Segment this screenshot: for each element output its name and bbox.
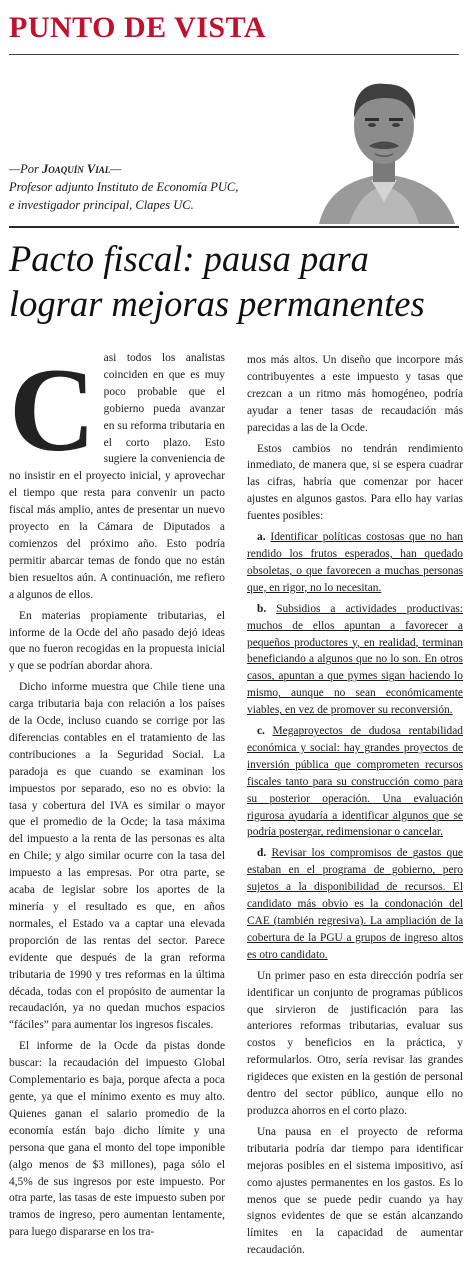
list-item-letter: d. xyxy=(257,847,267,860)
author-name: Joaquín Vial xyxy=(42,162,111,176)
byline-prefix: —Por xyxy=(9,162,42,176)
byline xyxy=(9,160,309,214)
paragraph: Una pausa en el proyecto de reforma tributaria podría dar tiempo para identificar mejoras posibles en el sistema impositivo, así como ajustes permanentes en los gastos. Es lo menos que se puede pedir cuando ya hay signos evidentes de que se están alcanzando límites en la capacidad de aumentar recaudación. xyxy=(247,1125,463,1257)
paragraph: Estos cambios no tendrán rendimiento inmediato, de manera que, si se espera cuadrar las cifras, habría que comenzar por hacer ajustes en algunos gastos. Para ello hay varias fuentes posibles: xyxy=(247,442,463,523)
list-item-text: Subsidios a actividades productivas: muchos de ellos apuntan a favorecer a pequeños productores y, en realidad, terminan beneficiando a algunos que no lo son. En otros casos, apuntan a que pymes sigan haciendo lo mismo, aunque no sean económicamente viables, en vez de promover su reconversión. xyxy=(247,602,463,717)
list-item-text: Revisar los compromisos de gastos que estaban en el programa de gobierno, pero sujetos a la disponibilidad de recursos. El candidato más obvio es la condonación del CAE (también regresiva). La ampliación de la cobertura de la PGU a grupos de ingreso altos es otro candidato. xyxy=(247,847,463,961)
list-item xyxy=(247,601,463,719)
byline-author-line xyxy=(9,160,309,178)
author-photo xyxy=(309,62,459,224)
drop-cap: C xyxy=(9,343,96,476)
author-role-line-2: e investigador principal, Clapes UC. xyxy=(9,198,194,212)
paragraph: Dicho informe muestra que Chile tiene una carga tributaria baja con relación a los países de la Ocde, incluso cuando se corrige por las diferencias contables en el tratamiento de las contribuciones a la Seguridad Social. La paradoja es que cuando se examinan los impuestos por separado, eso no es obvio: la tasa y cobertura del IVA es similar o mayor que el promedio de la Ocde; la tasa máxima del impuesto a la renta de las personas es alta en Chile; y algo similar ocurre con la tasa del impuesto a las empresas. Por otra parte, se acaba de legislar sobre los aportes de la minería y el resultado es que, en años normales, el Estado va a captar una elevada proporción de las rentas del sector. Parece evidente que después de la gran reforma tributaria de 1990 y tres reformas en la última década, todas con el propósito de aumentar la recaudación, ya no quedan muchos espacios “fáciles” para aumentar los ingresos fiscales. xyxy=(9,681,225,1032)
article-column-left xyxy=(9,343,225,1245)
list-item-letter: b. xyxy=(257,602,267,615)
section-title: PUNTO DE VISTA xyxy=(9,11,267,44)
paragraph: mos más altos. Un diseño que incorpore más contribuyentes a este impuesto y tasas que crezcan a un ritmo más homogéneo, podría ayudar a tener tasas de recaudación más parecidas a las de la Ocde. xyxy=(247,354,463,434)
list-item-text: Identificar políticas costosas que no han rendido los frutos esperados, han quedado obsoletas, o que favorecen a muchas personas que, en rigor, no lo necesitan. xyxy=(247,531,463,594)
list-item-letter: c. xyxy=(257,725,265,738)
list-item-text: Megaproyectos de dudosa rentabilidad económica y social: hay grandes proyectos de inversión pública que comprometen recursos fiscales tanto para su construcción como para su posterior operación. Una evaluación rigurosa ayudaría a identificar algunos que se podría postergar, redimensionar o cancelar. xyxy=(247,725,463,839)
article-headline: Pacto fiscal: pausa para lograr mejoras permanentes xyxy=(9,238,425,324)
paragraph: El informe de la Ocde da pistas donde buscar: la recaudación del impuesto Global Complementario es baja, porque afecta a poca gente, ya que el mínimo exento es muy alto. Quienes ganan el salario promedio de la economía están bajo dicho límite y una persona que gana el monto del tope imponible (algo menos de $3 millones), paga sólo el 4,5% de sus ingresos por este impuesto. Por otra parte, las tasas de este impuesto suben por tramos de ingreso, pero aumentan lentamente, para luego dispararse en los tra- xyxy=(9,1040,225,1239)
paragraph-text: asi todos los analistas coinciden en que es muy poco probable que el gobierno pueda avanzar en su reforma tributaria en el corto plazo. Esto sugiere la conveniencia de no insistir en el proyecto inicial, y aprovechar el tiempo que resta para convenir un pacto fiscal más amplio, antes de presentar un nuevo proyecto en la Cámara de Diputados a comienzos del próximo año. Esto podría permitir abarcar temas de fondo que no están bien resueltos aún. A continuación, me refiero a algunos de ellos. xyxy=(9,352,225,601)
top-divider xyxy=(9,54,459,55)
list-item xyxy=(247,529,463,597)
list-item xyxy=(247,845,463,963)
list-item xyxy=(247,723,463,841)
headline-divider xyxy=(9,226,459,228)
list-item-letter: a. xyxy=(257,531,266,544)
lead-paragraph xyxy=(9,343,225,604)
paragraph: Un primer paso en esta dirección podría ser identificar un conjunto de programas públicos que sirvieron de justificación para las anteriores reformas tributarias, evaluar sus costos y beneficios en la práctica, y reformularlos. Otro, sería revisar las grandes rigideces que existen en la gestión de personal dentro del sector público, aunque ello no produzca ahorros en el corto plazo. xyxy=(247,969,463,1117)
paragraph: En materias propiamente tributarias, el informe de la Ocde del año pasado dejó ideas que no fueron recogidas en la propuesta inicial y que se podrían abordar ahora. xyxy=(9,609,225,673)
author-role-line-1: Profesor adjunto Instituto de Economía PUC, xyxy=(9,180,239,194)
article-column-right xyxy=(247,352,463,1263)
byline-suffix: — xyxy=(110,162,122,176)
